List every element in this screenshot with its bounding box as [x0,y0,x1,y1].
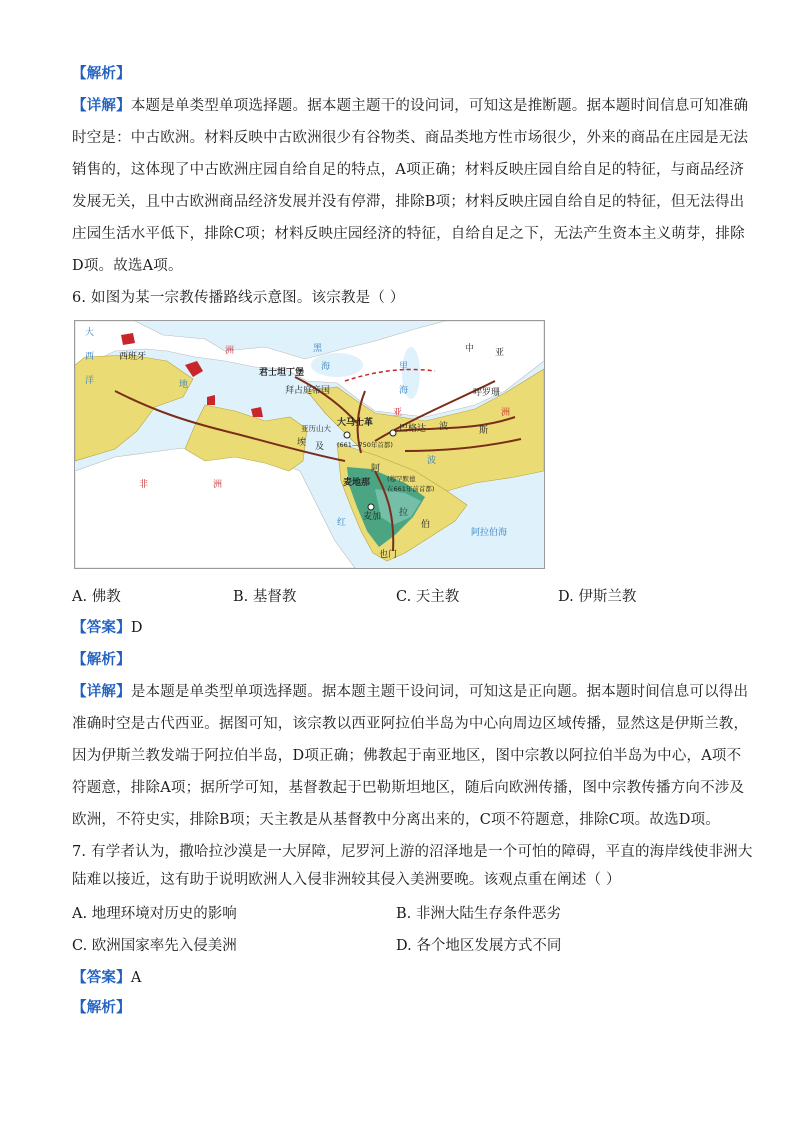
text: 本题是单类型单项选择题。据本题主题干的设问词，可知这是推断题。据本题时间信息可知准确 [130,98,749,114]
xiangjie-tag: 【详解】 [72,98,131,114]
option-7-b: B. 非洲大陆生存条件恶劣 [396,906,561,922]
island-red-1 [185,361,203,377]
label-khorasan: 呼罗珊 [473,388,501,398]
label-europe-2: 洲 [225,346,235,356]
xiangjie-line-5-6: D项。故选A项。 [72,258,183,274]
jiexi-heading-6: 【解析】 [72,652,131,668]
answer-7 [72,968,141,988]
xiangjie-tag: 【详解】 [72,684,131,700]
black-sea [311,353,363,377]
option-6-d: D. 伊斯兰教 [558,589,637,605]
island-red-2 [207,395,215,405]
label-red-sea: 红 [337,518,347,528]
xiangjie-line-5-5: 庄园生活水平低下，排除C项；材料反映庄园经济的特征，自给自足之下，无法产生资本主义萌芽，排除 [72,226,745,242]
xiangjie-line-6-3: 因为伊斯兰教发端于阿拉伯半岛，D项正确；佛教起于南亚地区，图中宗教以阿拉伯半岛为中心，A项不 [72,748,742,764]
xiangjie-line-5-3: 销售的，这体现了中古欧洲庄园自给自足的特点，A项正确；材料反映庄园自给自足的特征，与商品经济 [72,162,745,178]
label-persia-2: 斯 [479,426,489,436]
label-persian-gulf: 波 [427,456,437,466]
label-arabian-sea: 阿拉伯海 [471,528,508,538]
xiangjie-line-6-5: 欧洲，不符史实，排除B项；天主教是从基督教中分离出来的，C项不符题意，排除C项。故选D项。 [72,812,720,828]
label-constantinople: 君士坦丁堡 [259,368,305,378]
label-medina: 麦地那 [343,478,371,488]
islam-spread-map [74,320,545,569]
label-arabia-2: 拉 [399,508,409,518]
label-damascus: 大马士革 [337,418,374,428]
label-africa-2: 洲 [213,480,223,490]
label-egypt-2: 及 [315,442,325,452]
answer-value: A [130,970,142,986]
label-atlantic-1: 大 [85,328,95,338]
answer-tag: 【答案】 [72,620,131,636]
label-asia-1: 中 [465,344,475,354]
label-black-1: 黑 [313,344,323,354]
label-asia-2: 亚 [495,348,505,358]
label-arabia-3: 伯 [421,520,431,530]
answer-6 [72,618,143,638]
answer-value: D [130,620,143,636]
label-asia-zhou-1: 亚 [393,408,403,418]
label-medina-note-1: (穆罕默德 [387,475,416,483]
label-egypt-1: 埃 [297,438,307,448]
question-6-stem: 6. 如图为某一宗教传播路线示意图。该宗教是（ ） [72,290,405,306]
xiangjie-line-5-1 [72,96,748,116]
label-baghdad: 巴格达 [399,424,427,434]
option-7-c: C. 欧洲国家率先入侵美洲 [72,938,237,954]
option-6-a: A. 佛教 [72,589,121,605]
label-caspian-1: 里 [399,362,409,372]
label-caspian-2: 海 [399,386,409,396]
baghdad-dot [390,430,396,436]
answer-tag: 【答案】 [72,970,131,986]
label-byzantium: 拜占庭帝国 [285,386,331,396]
xiangjie-line-6-4: 符题意，排除A项；据所学可知，基督教起于巴勒斯坦地区，随后向欧洲传播，图中宗教传播方向不涉及 [72,780,745,796]
label-europe-1: 欧 [123,335,133,345]
island-red-3 [251,407,263,417]
africa-land [75,445,355,568]
label-mecca: 麦加 [363,512,382,522]
label-damascus-note: (661—750年首都) [337,441,393,449]
xiangjie-line-5-4: 发展无关，且中古欧洲商品经济发展并没有停滞，排除B项；材料反映庄园自给自足的特征，但无法得出 [72,194,745,210]
label-spain: 西班牙 [119,352,147,362]
label-medina-note-2: 在661年前首都) [387,485,435,493]
mecca-dot [368,504,374,510]
damascus-dot [344,432,350,438]
label-yemen: 也门 [379,550,398,560]
option-6-c: C. 天主教 [396,589,460,605]
label-black-2: 海 [321,362,331,372]
jiexi-heading-7: 【解析】 [72,1000,131,1016]
text: 是本题是单类型单项选择题。据本题主题干设问词，可知这是正向题。据本题时间信息可以得出 [130,684,749,700]
label-atlantic-3: 洋 [85,376,95,386]
label-arabia-1: 阿 [371,464,381,474]
question-7-stem-2: 陆难以接近，这有助于说明欧洲人入侵非洲较其侵入美洲要晚。该观点重在阐述（ ） [72,872,621,888]
label-persia-1: 波 [439,422,449,432]
jiexi-heading-5: 【解析】 [72,66,131,82]
question-7-stem-1: 7. 有学者认为，撒哈拉沙漠是一大屏障，尼罗河上游的沼泽地是一个可怕的障碍，平直的海岸线使非洲大 [72,844,753,860]
label-atlantic-2: 西 [85,352,95,362]
option-7-a: A. 地理环境对历史的影响 [72,906,237,922]
xiangjie-line-6-1 [72,682,748,702]
xiangjie-line-6-2: 准确时空是古代西亚。据图可知，该宗教以西亚阿拉伯半岛为中心向周边区域传播，显然这是伊斯兰教， [72,716,749,732]
label-med: 地 [179,380,189,390]
label-alexandria: 亚历山大 [301,424,331,433]
option-6-b: B. 基督教 [233,589,297,605]
label-africa-1: 非 [139,480,149,490]
option-7-d: D. 各个地区发展方式不同 [396,938,562,954]
label-asia-zhou-2: 洲 [501,408,511,418]
xiangjie-line-5-2: 时空是：中古欧洲。材料反映中古欧洲很少有谷物类、商品类地方性市场很少，外来的商品在庄园是无法 [72,130,749,146]
